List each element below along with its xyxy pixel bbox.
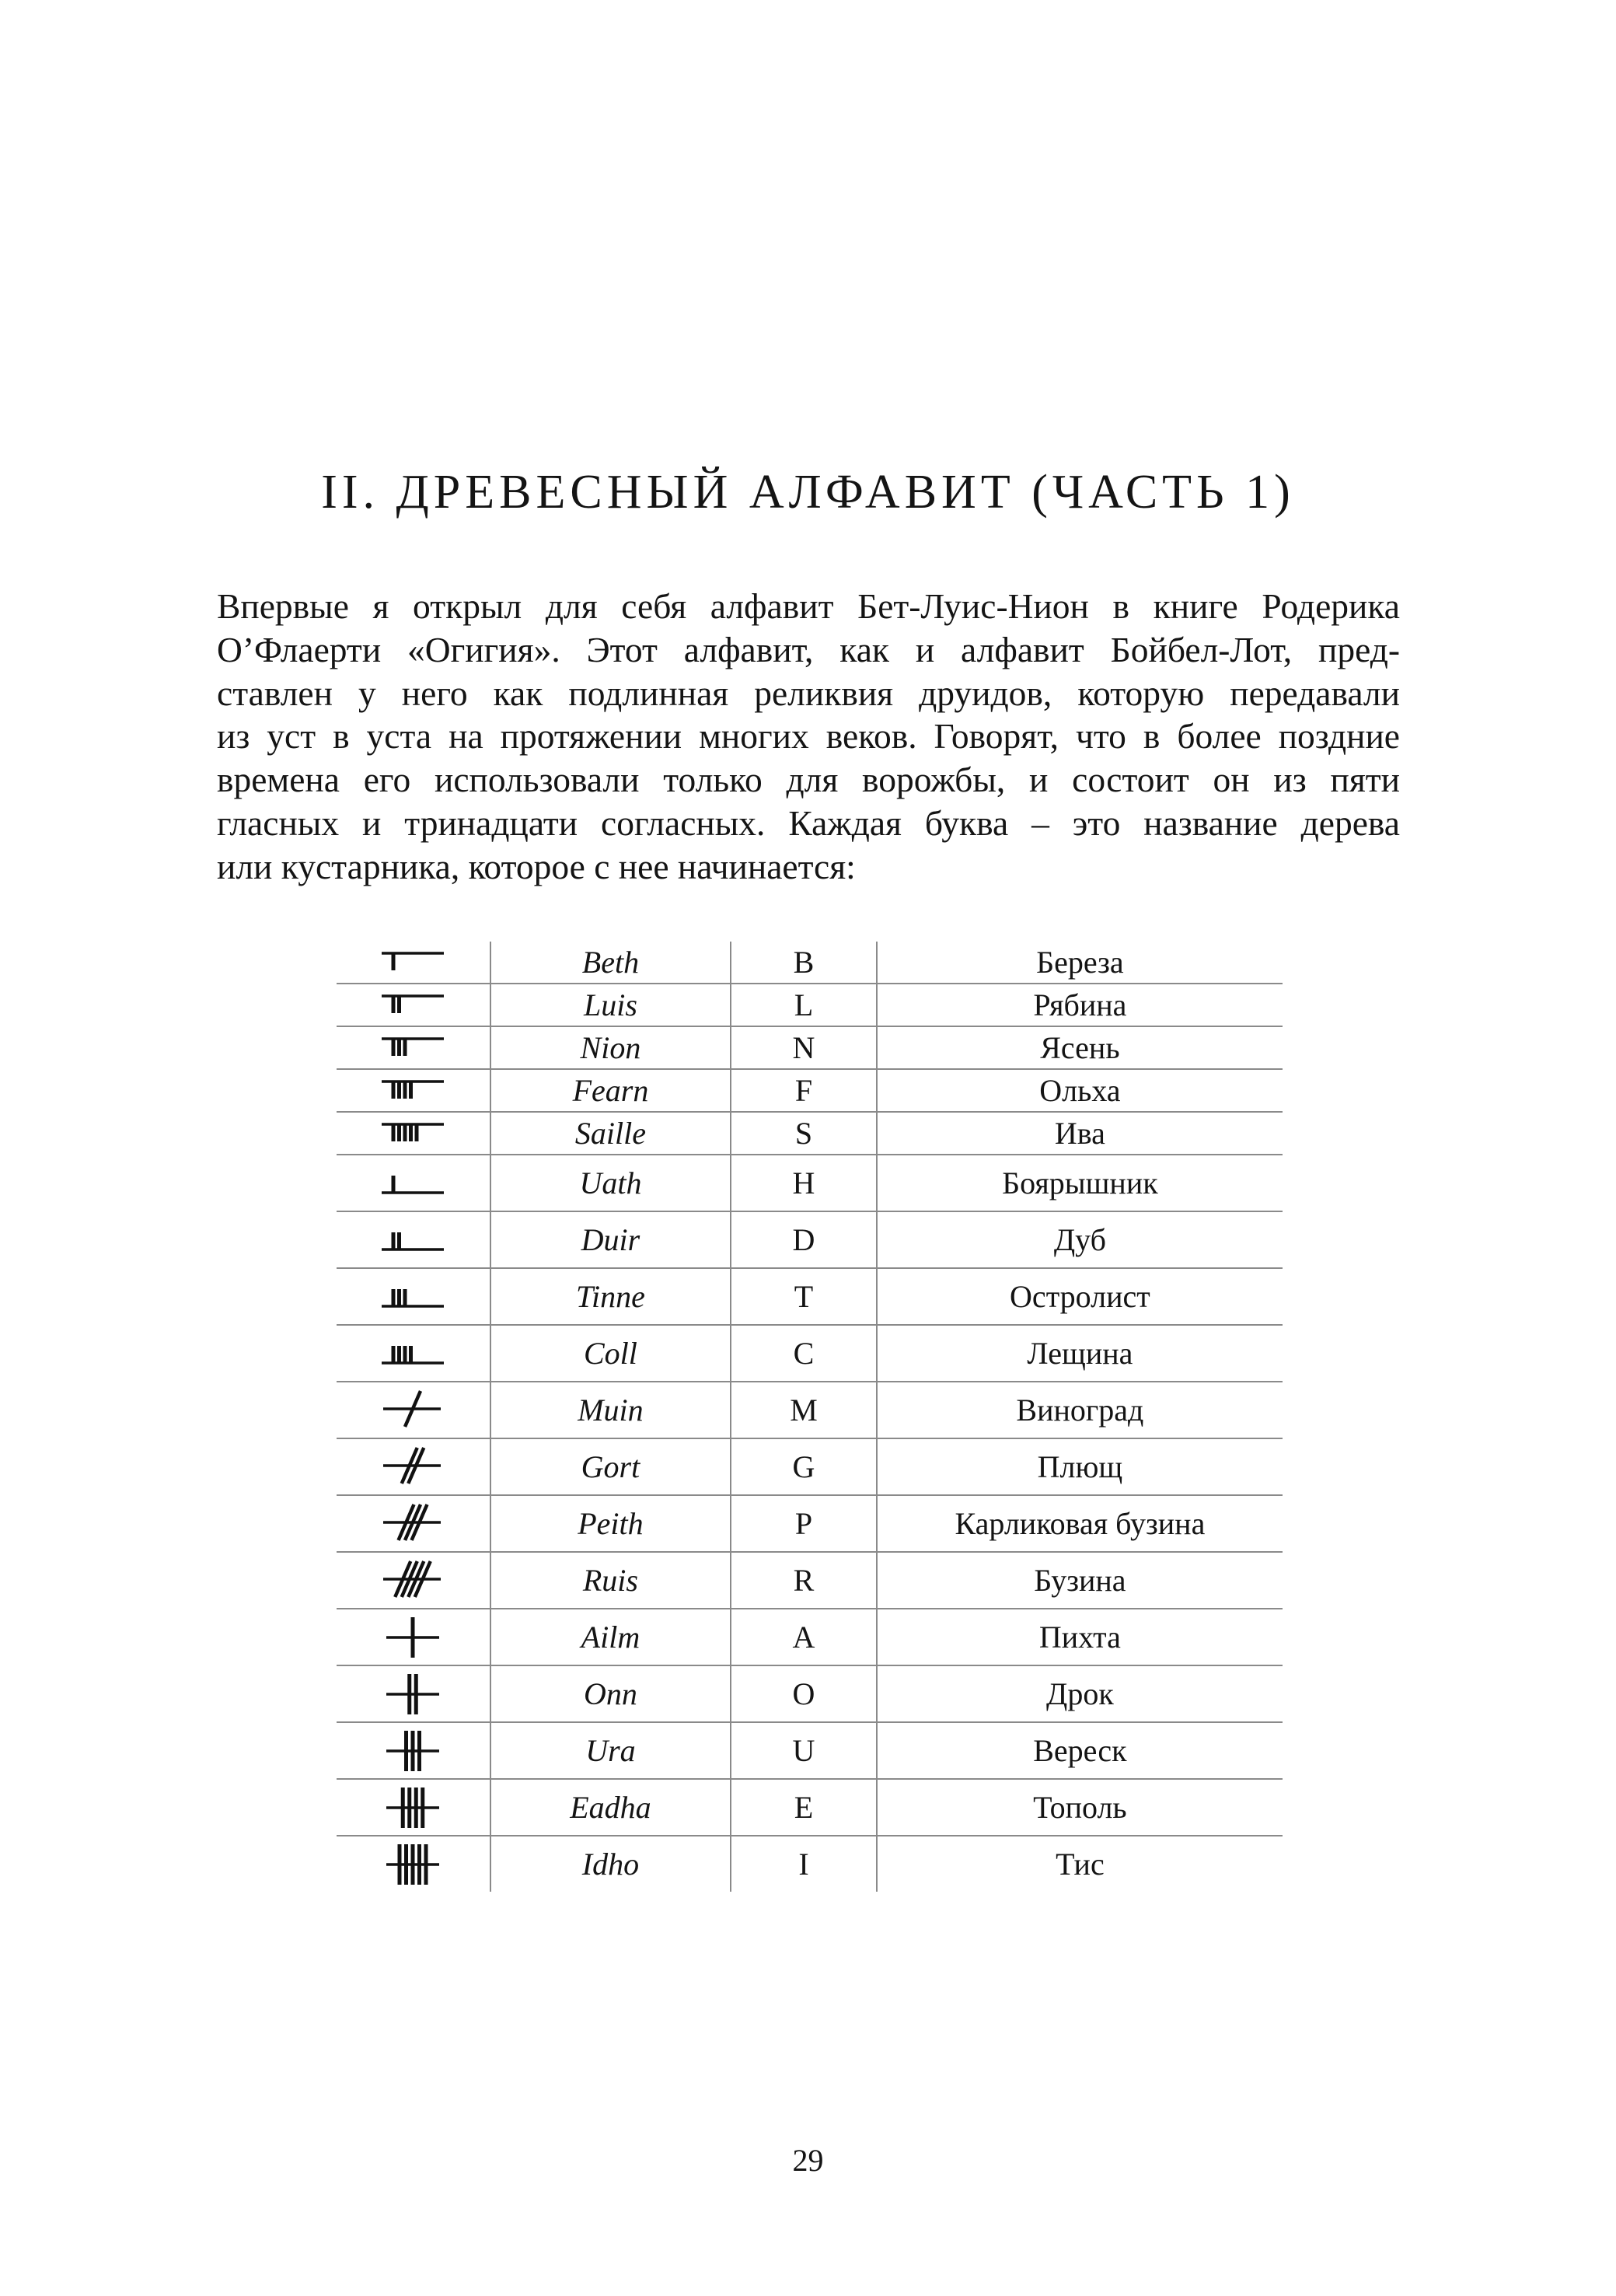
letter-name-cell: Peith bbox=[490, 1495, 731, 1552]
ogham-glyph-icon bbox=[382, 1841, 444, 1888]
ogham-symbol-cell bbox=[337, 1495, 490, 1552]
ogham-glyph-icon bbox=[382, 1557, 444, 1604]
tree-name-cell: Рябина bbox=[877, 984, 1283, 1026]
ogham-glyph-icon bbox=[382, 1784, 444, 1831]
intro-line: или кустарника, которое с нее начинается: bbox=[217, 846, 856, 886]
table-row bbox=[337, 1665, 1283, 1722]
table-row bbox=[337, 1382, 1283, 1438]
letter-name-cell: Ailm bbox=[490, 1609, 731, 1665]
letter-name-cell: Tinne bbox=[490, 1268, 731, 1325]
table-row bbox=[337, 1211, 1283, 1268]
latin-letter-cell: D bbox=[731, 1211, 877, 1268]
letter-name-cell: Beth bbox=[490, 942, 731, 984]
ogham-alphabet-table bbox=[337, 942, 1283, 1892]
ogham-glyph-icon bbox=[382, 1224, 444, 1256]
latin-letter-cell: O bbox=[731, 1665, 877, 1722]
letter-name-cell: Fearn bbox=[490, 1069, 731, 1112]
table-row bbox=[337, 1325, 1283, 1382]
ogham-glyph-icon bbox=[382, 946, 444, 979]
letter-name-cell: Duir bbox=[490, 1211, 731, 1268]
ogham-symbol-cell bbox=[337, 1779, 490, 1836]
intro-paragraph bbox=[217, 585, 1400, 889]
tree-name-cell: Остролист bbox=[877, 1268, 1283, 1325]
intro-line: ставлен у него как подлинная реликвия друидов, которую передавали bbox=[217, 673, 1400, 713]
tree-name-cell: Вереск bbox=[877, 1722, 1283, 1779]
table-row bbox=[337, 1155, 1283, 1211]
ogham-symbol-cell bbox=[337, 1722, 490, 1779]
tree-name-cell: Дрок bbox=[877, 1665, 1283, 1722]
ogham-symbol-cell bbox=[337, 1609, 490, 1665]
table-row bbox=[337, 1836, 1283, 1892]
ogham-glyph-icon bbox=[382, 1501, 444, 1547]
latin-letter-cell: F bbox=[731, 1069, 877, 1112]
intro-line: О’Флаерти «Огигия». Этот алфавит, как и алфавит Бойбел-Лот, пред- bbox=[217, 629, 1400, 669]
ogham-symbol-cell bbox=[337, 1069, 490, 1112]
ogham-symbol-cell bbox=[337, 1552, 490, 1609]
latin-letter-cell: U bbox=[731, 1722, 877, 1779]
latin-letter-cell: H bbox=[731, 1155, 877, 1211]
tree-name-cell: Ясень bbox=[877, 1026, 1283, 1069]
tree-name-cell: Карликовая бузина bbox=[877, 1495, 1283, 1552]
ogham-glyph-icon bbox=[382, 1444, 444, 1490]
letter-name-cell: Ura bbox=[490, 1722, 731, 1779]
table-row bbox=[337, 1438, 1283, 1495]
latin-letter-cell: M bbox=[731, 1382, 877, 1438]
tree-name-cell: Тополь bbox=[877, 1779, 1283, 1836]
tree-name-cell: Лещина bbox=[877, 1325, 1283, 1382]
latin-letter-cell: N bbox=[731, 1026, 877, 1069]
ogham-glyph-icon bbox=[382, 1032, 444, 1064]
table-row bbox=[337, 1779, 1283, 1836]
ogham-symbol-cell bbox=[337, 1026, 490, 1069]
table-row bbox=[337, 1552, 1283, 1609]
tree-name-cell: Ольха bbox=[877, 1069, 1283, 1112]
latin-letter-cell: E bbox=[731, 1779, 877, 1836]
letter-name-cell: Nion bbox=[490, 1026, 731, 1069]
tree-name-cell: Плющ bbox=[877, 1438, 1283, 1495]
ogham-symbol-cell bbox=[337, 1836, 490, 1892]
letter-name-cell: Uath bbox=[490, 1155, 731, 1211]
ogham-symbol-cell bbox=[337, 1112, 490, 1155]
ogham-glyph-icon bbox=[382, 1728, 444, 1774]
tree-name-cell: Дуб bbox=[877, 1211, 1283, 1268]
table-row bbox=[337, 1495, 1283, 1552]
table-row bbox=[337, 1026, 1283, 1069]
table-row bbox=[337, 1268, 1283, 1325]
ogham-symbol-cell bbox=[337, 1382, 490, 1438]
intro-line: из уст в уста на протяжении многих веков. Говорят, что в более поздние bbox=[217, 716, 1400, 757]
ogham-symbol-cell bbox=[337, 942, 490, 984]
latin-letter-cell: C bbox=[731, 1325, 877, 1382]
ogham-glyph-icon bbox=[382, 1614, 444, 1661]
ogham-symbol-cell bbox=[337, 1211, 490, 1268]
tree-name-cell: Тис bbox=[877, 1836, 1283, 1892]
ogham-symbol-cell bbox=[337, 1155, 490, 1211]
ogham-glyph-icon bbox=[382, 989, 444, 1022]
tree-name-cell: Ива bbox=[877, 1112, 1283, 1155]
letter-name-cell: Luis bbox=[490, 984, 731, 1026]
latin-letter-cell: L bbox=[731, 984, 877, 1026]
ogham-glyph-icon bbox=[382, 1671, 444, 1718]
table-row bbox=[337, 984, 1283, 1026]
letter-name-cell: Eadha bbox=[490, 1779, 731, 1836]
page-number: 29 bbox=[792, 2143, 824, 2178]
intro-line: гласных и тринадцати согласных. Каждая буква – это название дерева bbox=[217, 802, 1400, 843]
letter-name-cell: Onn bbox=[490, 1665, 731, 1722]
letter-name-cell: Saille bbox=[490, 1112, 731, 1155]
intro-line: времена его использовали только для ворожбы, и состоит он из пяти bbox=[217, 760, 1400, 800]
letter-name-cell: Idho bbox=[490, 1836, 731, 1892]
table-row bbox=[337, 1112, 1283, 1155]
tree-name-cell: Боярышник bbox=[877, 1155, 1283, 1211]
tree-name-cell: Пихта bbox=[877, 1609, 1283, 1665]
table-row bbox=[337, 1722, 1283, 1779]
latin-letter-cell: A bbox=[731, 1609, 877, 1665]
ogham-symbol-cell bbox=[337, 1438, 490, 1495]
ogham-glyph-icon bbox=[382, 1075, 444, 1107]
intro-line: Впервые я открыл для себя алфавит Бет-Луис-Нион в книге Родерика bbox=[217, 586, 1400, 626]
latin-letter-cell: I bbox=[731, 1836, 877, 1892]
latin-letter-cell: S bbox=[731, 1112, 877, 1155]
latin-letter-cell: T bbox=[731, 1268, 877, 1325]
ogham-symbol-cell bbox=[337, 1665, 490, 1722]
ogham-symbol-cell bbox=[337, 1268, 490, 1325]
ogham-glyph-icon bbox=[382, 1387, 444, 1434]
chapter-title: II. ДРЕВЕСНЫЙ АЛФАВИТ (ЧАСТЬ 1) bbox=[321, 466, 1295, 519]
ogham-table-body bbox=[337, 942, 1283, 1892]
latin-letter-cell: P bbox=[731, 1495, 877, 1552]
ogham-symbol-cell bbox=[337, 1325, 490, 1382]
letter-name-cell: Muin bbox=[490, 1382, 731, 1438]
table-row bbox=[337, 1069, 1283, 1112]
tree-name-cell: Береза bbox=[877, 942, 1283, 984]
ogham-glyph-icon bbox=[382, 1167, 444, 1200]
letter-name-cell: Coll bbox=[490, 1325, 731, 1382]
tree-name-cell: Бузина bbox=[877, 1552, 1283, 1609]
table-row bbox=[337, 942, 1283, 984]
latin-letter-cell: R bbox=[731, 1552, 877, 1609]
letter-name-cell: Gort bbox=[490, 1438, 731, 1495]
latin-letter-cell: B bbox=[731, 942, 877, 984]
letter-name-cell: Ruis bbox=[490, 1552, 731, 1609]
latin-letter-cell: G bbox=[731, 1438, 877, 1495]
table-row bbox=[337, 1609, 1283, 1665]
tree-name-cell: Виноград bbox=[877, 1382, 1283, 1438]
ogham-glyph-icon bbox=[382, 1117, 444, 1150]
ogham-symbol-cell bbox=[337, 984, 490, 1026]
ogham-glyph-icon bbox=[382, 1337, 444, 1370]
ogham-glyph-icon bbox=[382, 1281, 444, 1313]
